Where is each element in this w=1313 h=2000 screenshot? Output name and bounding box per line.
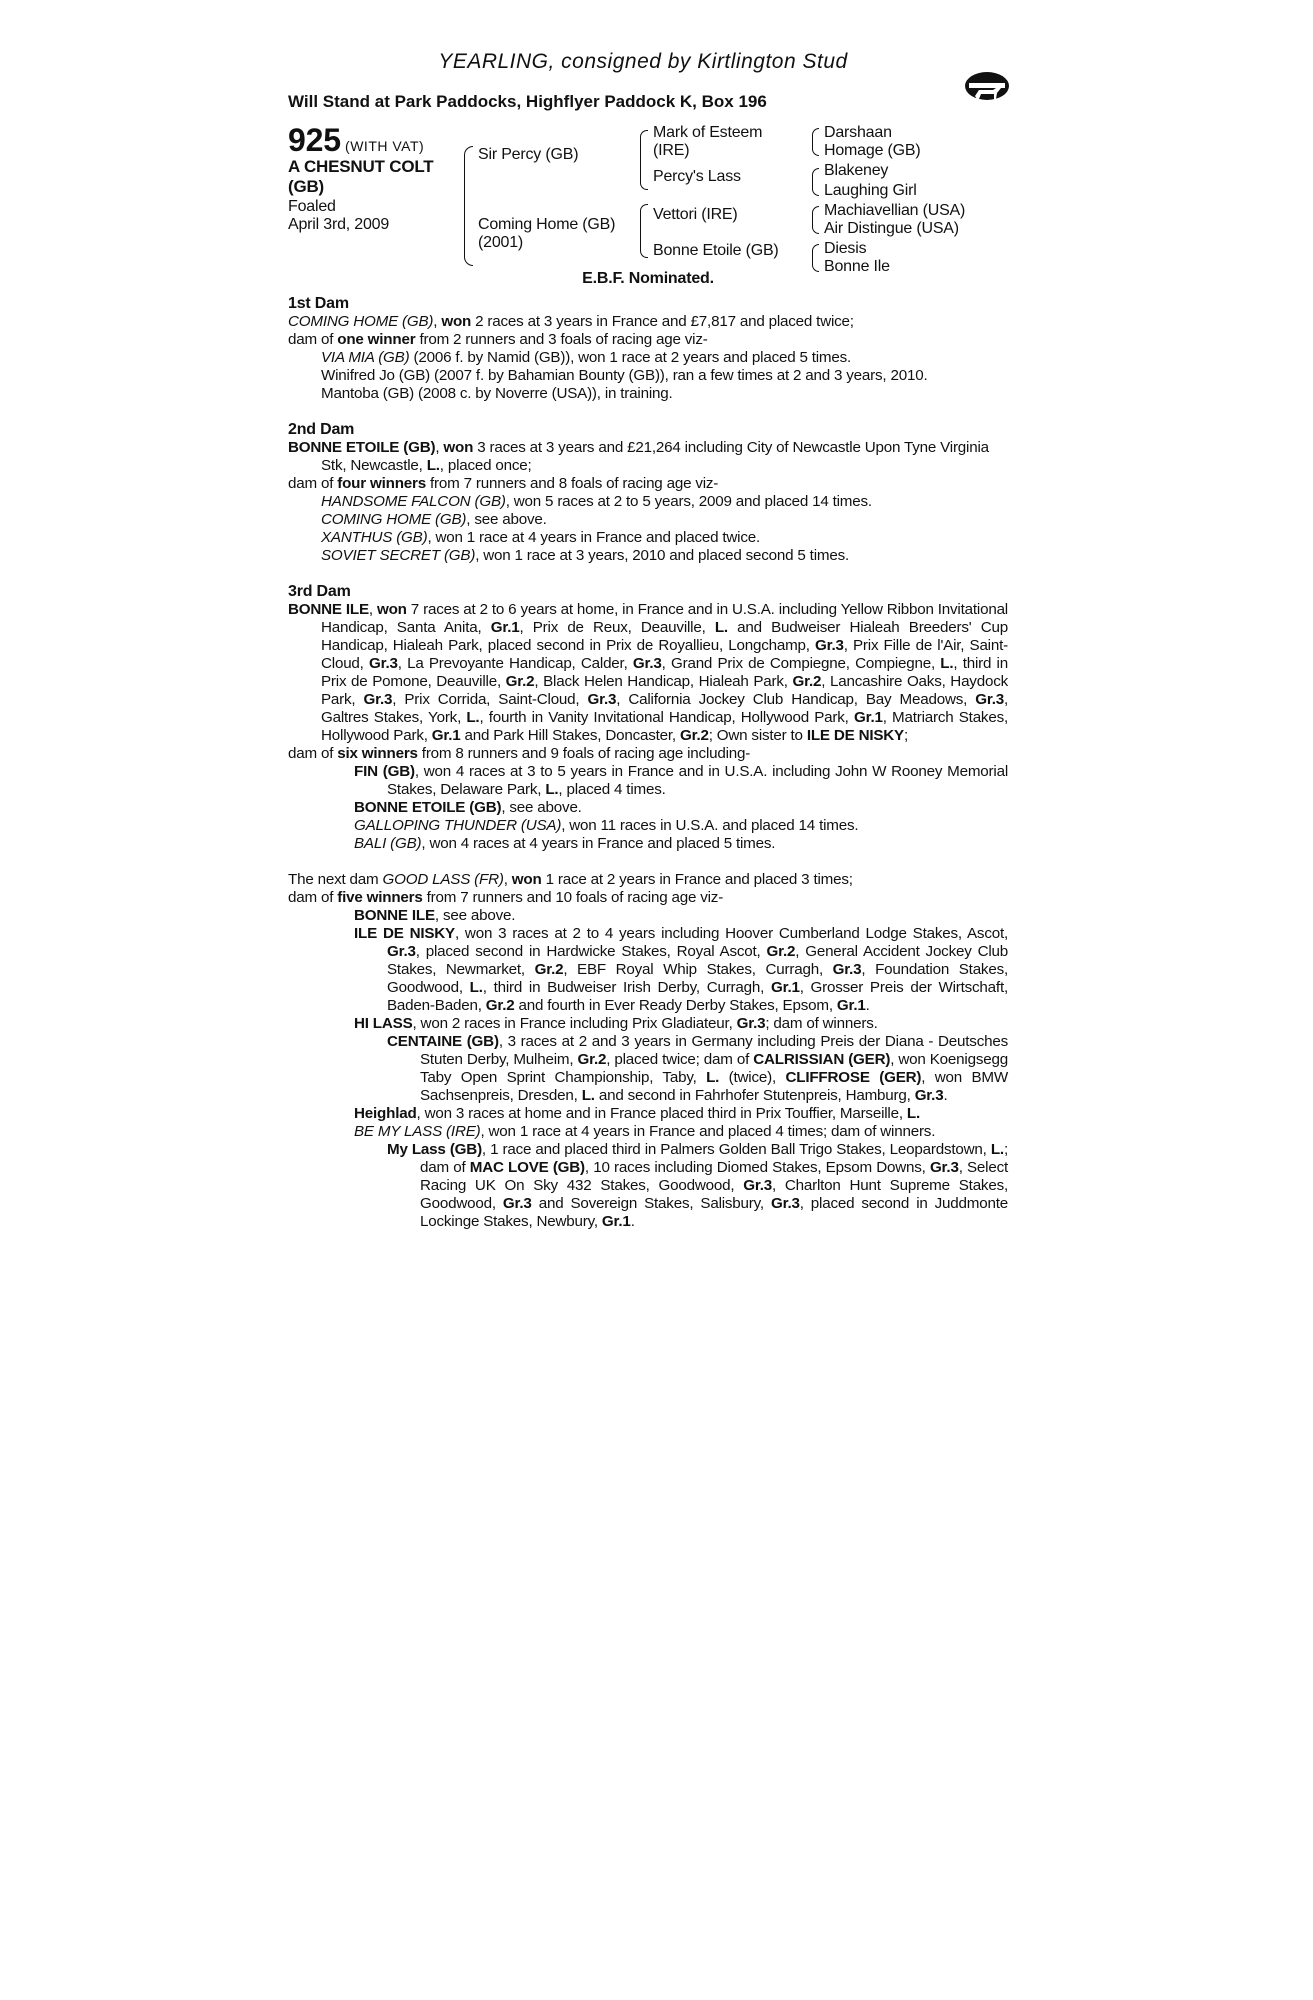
produce-entry — [288, 1015, 1008, 1033]
t: and Budweiser Hialeah Breeders' Cup Handicap, Hialeah Park, placed second in Prix de Royallieu, Longchamp, — [321, 619, 1008, 654]
t: , Matriarch Stakes, Hollywood Park, — [321, 709, 1008, 744]
bracket-sire — [640, 130, 648, 190]
t: ; dam of winners. — [765, 1015, 878, 1032]
produce-record: (2006 f. by Namid (GB)), won 1 race at 2 years and placed 5 times. — [409, 349, 852, 366]
grade-tag: Gr.2 — [505, 673, 535, 690]
grade-tag: Gr.3 — [502, 1195, 532, 1212]
catalogue-page — [288, 50, 1008, 1231]
t: , placed second in Juddmonte Lockinge Stakes, Newbury, — [420, 1195, 1008, 1230]
produce-name: ILE DE NISKY — [354, 925, 455, 942]
produce-record: , placed 4 times. — [558, 781, 666, 798]
grade-tag: Gr.3 — [369, 655, 398, 672]
grade-tag: Gr.3 — [363, 691, 393, 708]
produce-name: COMING HOME (GB) — [321, 511, 467, 528]
grade-tag: Gr.2 — [485, 997, 515, 1014]
t: , 3 races at 2 and 3 years in Germany including Preis der Diana - Deutsches Stuten Derby, Mulheim, — [420, 1033, 1008, 1068]
produce-name: MAC LOVE (GB) — [469, 1159, 585, 1176]
t: , won 3 races at home and in France placed third in Prix Touffier, Marseille, — [416, 1105, 907, 1122]
t: and Park Hill Stakes, Doncaster, — [460, 727, 680, 744]
grade-tag: Gr.2 — [577, 1051, 607, 1068]
text: dam of — [288, 331, 338, 348]
t: , fourth in Vanity Invitational Handicap, Hollywood Park, — [479, 709, 854, 726]
t: , won 3 races at 2 to 4 years including Hoover Cumberland Lodge Stakes, Ascot, — [454, 925, 1008, 942]
winner-count: five winners — [337, 889, 423, 906]
dam-sire: Vettori (IRE) — [653, 206, 738, 223]
produce-entry — [288, 925, 1008, 1015]
listed-tag: L. — [906, 1105, 920, 1122]
listed-tag: L. — [581, 1087, 595, 1104]
t: 7 races at 2 to 6 years at home, in France and in U.S.A. including Yellow Ribbon Invitational Handicap, Santa Anita, — [321, 601, 1008, 636]
dd-sire: Diesis — [824, 240, 867, 257]
t: and fourth in Ever Ready Derby Stakes, Epsom, — [514, 997, 837, 1014]
record-text: 3 races at 3 years and £21,264 including City of Newcastle Upon Tyne Virginia Stk, Newcastle, — [321, 439, 989, 474]
text: 1 race at 2 years in France and placed 3 times; — [541, 871, 853, 888]
bracket-ss — [812, 128, 819, 156]
produce-record: , see above. — [434, 907, 516, 924]
produce-name: CENTAINE (GB) — [387, 1033, 499, 1050]
text: , — [503, 871, 512, 888]
produce-entry — [288, 511, 1008, 529]
second-dam-produce-summary — [288, 475, 1008, 493]
sire-sire-origin: (IRE) — [653, 142, 690, 159]
grade-tag: Gr.3 — [832, 961, 862, 978]
won-label: won — [376, 601, 407, 618]
t: ; — [904, 727, 909, 744]
second-dam-line — [288, 439, 1008, 475]
third-dam-heading: 3rd Dam — [288, 583, 351, 600]
produce-name: CALRISSIAN (GER) — [753, 1051, 891, 1068]
pedigree-table — [288, 124, 1008, 289]
text: dam of — [288, 745, 338, 762]
dam-name: BONNE ILE — [288, 601, 369, 618]
t: . — [630, 1213, 635, 1230]
produce-entry — [288, 799, 1008, 817]
t: , third in Prix de Pomone, Deauville, — [321, 655, 1008, 690]
t: , 1 race and placed third in Palmers Golden Ball Trigo Stakes, Leopardstown, — [481, 1141, 991, 1158]
t: , EBF Royal Whip Stakes, Curragh, — [563, 961, 833, 978]
produce-entry — [288, 763, 1008, 799]
sire-sire: Mark of Esteem — [653, 124, 763, 141]
listed-tag: L. — [706, 1069, 720, 1086]
produce-entry — [288, 1123, 1008, 1141]
page-title: YEARLING, consigned by Kirtlington Stud — [438, 50, 848, 73]
t: , Prix de Reux, Deauville, — [519, 619, 715, 636]
produce-entry — [288, 1105, 1008, 1123]
listed-tag: L. — [545, 781, 559, 798]
grade-tag: Gr.1 — [853, 709, 883, 726]
t: ; Own sister to — [708, 727, 807, 744]
foaled-date: April 3rd, 2009 — [288, 216, 390, 233]
grade-tag: Gr.3 — [587, 691, 617, 708]
produce-entry — [288, 529, 1008, 547]
listed-tag: L. — [469, 979, 483, 996]
produce-name: BONNE ILE — [354, 907, 435, 924]
t: and second in Fahrhofer Stutenpreis, Hamburg, — [594, 1087, 915, 1104]
t: (twice), — [719, 1069, 786, 1086]
grade-tag: Gr.3 — [914, 1087, 944, 1104]
grade-tag: Gr.3 — [387, 943, 416, 960]
produce-entry — [288, 1141, 1008, 1231]
produce-name: GALLOPING THUNDER (USA) — [354, 817, 562, 834]
first-dam-produce-summary — [288, 331, 1008, 349]
bracket-sd — [812, 168, 819, 196]
grade-tag: Gr.3 — [975, 691, 1004, 708]
horse-name: A CHESNUT COLT — [288, 157, 434, 176]
horse-origin: (GB) — [288, 177, 325, 196]
produce-entry — [288, 1033, 1008, 1105]
t: , placed twice; dam of — [606, 1051, 754, 1068]
t: , Grosser Preis der Wirtschaft, Baden-Baden, — [387, 979, 1008, 1014]
first-dam-heading: 1st Dam — [288, 295, 349, 312]
t: , — [368, 601, 377, 618]
t: , Foundation Stakes, Goodwood, — [387, 961, 1008, 996]
won-label: won — [511, 871, 542, 888]
ds-sire: Machiavellian (USA) — [824, 202, 966, 219]
produce-entry — [288, 817, 1008, 835]
t: ; dam of — [420, 1141, 1008, 1176]
produce-name: SOVIET SECRET (GB) — [321, 547, 476, 564]
t: , Grand Prix de Compiegne, Compiegne, — [661, 655, 941, 672]
produce-name: BALI (GB) — [354, 835, 422, 852]
t: , Charlton Hunt Supreme Stakes, Goodwood, — [420, 1177, 1008, 1212]
produce-name: Heighlad — [354, 1105, 417, 1122]
t: and Sovereign Stakes, Salisbury, — [531, 1195, 771, 1212]
vat-label: (WITH VAT) — [345, 138, 425, 154]
grade-tag: Gr.2 — [792, 673, 822, 690]
produce-record: , see above. — [501, 799, 582, 816]
sire-name: Sir Percy (GB) — [478, 146, 579, 163]
foaled-label: Foaled — [288, 198, 336, 215]
grade-tag: Gr.3 — [632, 655, 662, 672]
grade-tag: Gr.1 — [490, 619, 520, 636]
next-dam-produce-summary — [288, 889, 1008, 907]
winner-count: four winners — [337, 475, 426, 492]
listed-tag: L. — [990, 1141, 1004, 1158]
grade-tag: Gr.2 — [679, 727, 709, 744]
ebf-status: E.B.F. Nominated. — [582, 270, 714, 287]
t: , Prix Corrida, Saint-Cloud, — [392, 691, 588, 708]
ss-sire: Darshaan — [824, 124, 892, 141]
produce-record: , won 1 race at 3 years, 2010 and placed second 5 times. — [475, 547, 849, 564]
t: , placed second in Hardwicke Stakes, Royal Ascot, — [415, 943, 767, 960]
grade-tag: Gr.3 — [770, 1195, 800, 1212]
grade-tag: Gr.1 — [836, 997, 866, 1014]
winner-count: six winners — [337, 745, 418, 762]
produce-record: , won 1 race at 4 years in France and placed twice. — [427, 529, 760, 546]
bracket-gen1 — [464, 146, 473, 266]
t: , Select Racing UK On Sky 432 Stakes, Goodwood, — [420, 1159, 1008, 1194]
t: , Prix Fille de l'Air, Saint-Cloud, — [321, 637, 1008, 672]
dam-name: BONNE ETOILE (GB) — [288, 439, 436, 456]
bracket-dd — [812, 244, 819, 272]
produce-name: VIA MIA (GB) — [321, 349, 410, 366]
grade-tag: Gr.2 — [534, 961, 564, 978]
grade-tag: Gr.3 — [743, 1177, 772, 1194]
text: dam of — [288, 889, 338, 906]
sd-sire: Blakeney — [824, 162, 889, 179]
sd-dam: Laughing Girl — [824, 182, 917, 199]
grade-tag: Gr.1 — [770, 979, 800, 996]
dam-name: COMING HOME (GB) — [288, 313, 434, 330]
t: , won Koenigsegg Taby Open Sprint Championship, Taby, — [420, 1051, 1008, 1086]
record-text: 2 races at 3 years in France and £7,817 and placed twice; — [471, 313, 854, 330]
produce-entry — [288, 835, 1008, 853]
dam-year: (2001) — [478, 234, 524, 251]
produce-record: , won 11 races in U.S.A. and placed 14 times. — [561, 817, 859, 834]
first-dam-line — [288, 313, 1008, 331]
produce-record: , won 4 races at 3 to 5 years in France and in U.S.A. including John W Rooney Memorial Stakes, Delaware Park, — [387, 763, 1008, 798]
produce-name: BE MY LASS (IRE) — [354, 1123, 481, 1140]
produce-name: BONNE ETOILE (GB) — [354, 799, 502, 816]
text: from 7 runners and 10 foals of racing age viz- — [422, 889, 724, 906]
t: , Black Helen Handicap, Hialeah Park, — [534, 673, 793, 690]
catalogue-body — [288, 295, 1008, 1231]
grade-tag: Gr.3 — [929, 1159, 959, 1176]
won-label: won — [441, 313, 472, 330]
produce-entry — [288, 907, 1008, 925]
listed-tag: L. — [940, 655, 954, 672]
bracket-dam — [640, 204, 648, 258]
t: , California Jockey Club Handicap, Bay Meadows, — [616, 691, 976, 708]
stand-location: Will Stand at Park Paddocks, Highflyer Paddock K, Box 196 — [288, 92, 767, 111]
third-dam-produce-summary — [288, 745, 1008, 763]
sire-dam: Percy's Lass — [653, 168, 741, 185]
grade-tag: Gr.3 — [736, 1015, 766, 1032]
dam-name: Coming Home (GB) — [478, 216, 616, 233]
next-dam-line — [288, 871, 1008, 889]
listed-tag: L. — [466, 709, 480, 726]
t: , won 1 race at 4 years in France and placed 4 times; dam of winners. — [480, 1123, 936, 1140]
t: , won 2 races in France including Prix Gladiateur, — [412, 1015, 737, 1032]
third-dam-line — [288, 601, 1008, 745]
second-dam-heading: 2nd Dam — [288, 421, 355, 438]
produce-entry: Mantoba (GB) (2008 c. by Noverre (USA)), in training. — [321, 385, 673, 402]
grade-tag: Gr.2 — [766, 943, 796, 960]
produce-name: HI LASS — [354, 1015, 413, 1032]
t: , 10 races including Diomed Stakes, Epsom Downs, — [584, 1159, 930, 1176]
sep: , — [433, 313, 442, 330]
grade-tag: Gr.1 — [431, 727, 461, 744]
t: . — [943, 1087, 948, 1104]
produce-entry — [288, 547, 1008, 565]
t: , won BMW Sachsenpreis, Dresden, — [420, 1069, 1008, 1104]
produce-entry — [288, 493, 1008, 511]
tattersalls-horse-logo-icon — [963, 66, 1011, 106]
lot-number: 925 — [288, 122, 341, 158]
text: from 2 runners and 3 foals of racing age viz- — [415, 331, 708, 348]
produce-record: , see above. — [466, 511, 547, 528]
produce-name: FIN (GB) — [354, 763, 415, 780]
ds-dam: Air Distingue (USA) — [824, 220, 959, 237]
record-text: , placed once; — [439, 457, 532, 474]
grade-tag: Gr.3 — [815, 637, 844, 654]
produce-entry — [288, 349, 1008, 367]
sep: , — [435, 439, 444, 456]
bracket-ds — [812, 206, 819, 234]
winner-count: one winner — [337, 331, 416, 348]
text: The next dam — [288, 871, 383, 888]
produce-name: My Lass (GB) — [387, 1141, 482, 1158]
produce-entry: Winifred Jo (GB) (2007 f. by Bahamian Bounty (GB)), ran a few times at 2 and 3 years, 2010. — [321, 367, 928, 384]
t: , third in Budweiser Irish Derby, Curragh, — [482, 979, 771, 996]
text: dam of — [288, 475, 338, 492]
text: from 8 runners and 9 foals of racing age including- — [417, 745, 751, 762]
t: , Lancashire Oaks, Haydock Park, — [321, 673, 1008, 708]
lot-heading — [288, 124, 424, 156]
produce-name: HANDSOME FALCON (GB) — [321, 493, 506, 510]
won-label: won — [443, 439, 474, 456]
t: , Galtres Stakes, York, — [321, 691, 1008, 726]
text: from 7 runners and 8 foals of racing age viz- — [425, 475, 719, 492]
grade-tag: Gr.1 — [601, 1213, 631, 1230]
listed-tag: L. — [426, 457, 440, 474]
produce-name: CLIFFROSE (GER) — [785, 1069, 922, 1086]
t: . — [865, 997, 870, 1014]
listed-tag: L. — [714, 619, 728, 636]
sibling-name: ILE DE NISKY — [806, 727, 904, 744]
t: , La Prevoyante Handicap, Calder, — [397, 655, 633, 672]
dd-dam: Bonne Ile — [824, 258, 890, 275]
t: , General Accident Jockey Club Stakes, Newmarket, — [387, 943, 1008, 978]
ss-dam: Homage (GB) — [824, 142, 921, 159]
produce-record: , won 4 races at 4 years in France and placed 5 times. — [421, 835, 776, 852]
dam-name: GOOD LASS (FR) — [382, 871, 504, 888]
produce-record: , won 5 races at 2 to 5 years, 2009 and placed 14 times. — [505, 493, 872, 510]
produce-name: XANTHUS (GB) — [321, 529, 428, 546]
dam-dam: Bonne Etoile (GB) — [653, 242, 779, 259]
